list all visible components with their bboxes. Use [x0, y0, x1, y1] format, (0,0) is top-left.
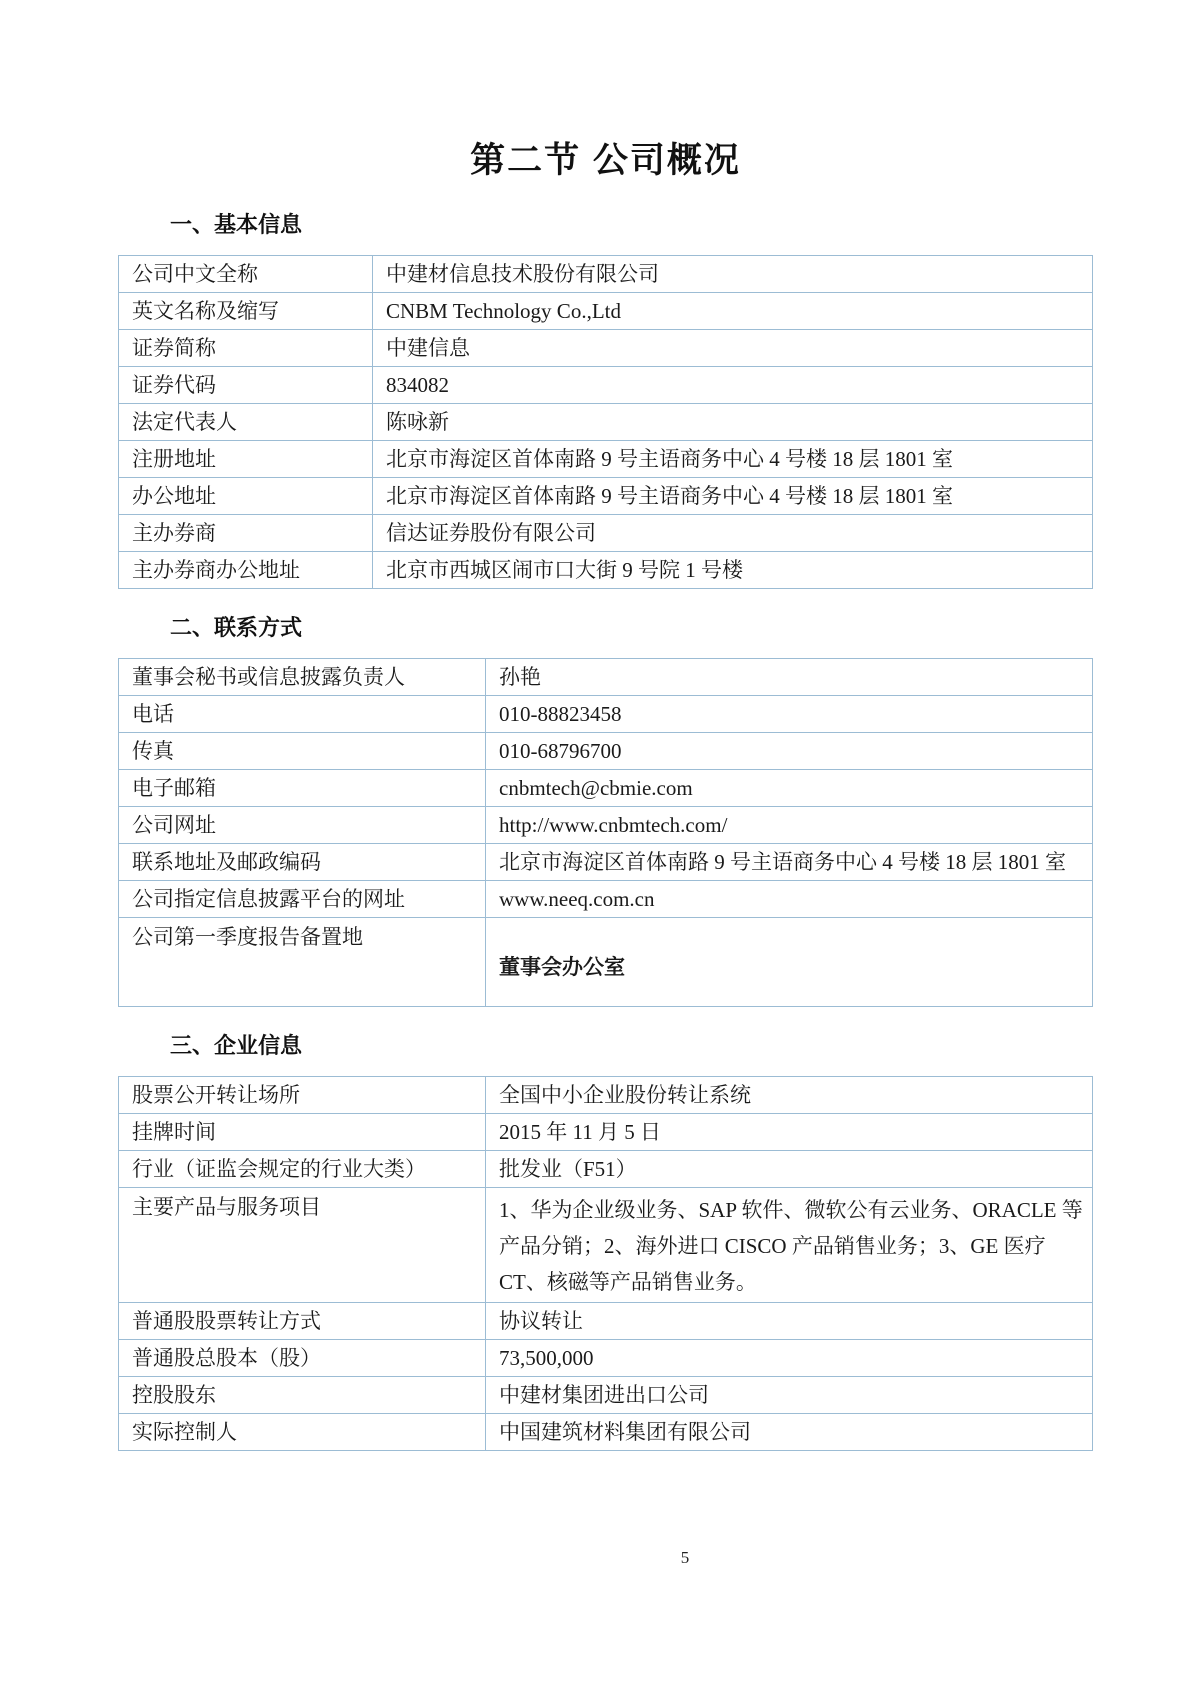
page-number: 5	[680, 1548, 690, 1567]
row-value: 010-88823458	[486, 696, 1093, 733]
row-label: 公司第一季度报告备置地	[119, 918, 486, 1007]
table-row	[119, 1151, 1093, 1188]
enterprise-info-table	[118, 1076, 1093, 1451]
row-label: 挂牌时间	[119, 1114, 486, 1151]
row-value: CNBM Technology Co.,Ltd	[373, 293, 1093, 330]
row-value: 834082	[373, 367, 1093, 404]
row-label: 办公地址	[119, 478, 373, 515]
row-value: 2015 年 11 月 5 日	[486, 1114, 1093, 1151]
table-row	[119, 770, 1093, 807]
row-value: 董事会办公室	[486, 918, 1093, 1007]
row-label: 英文名称及缩写	[119, 293, 373, 330]
row-value: 北京市海淀区首体南路 9 号主语商务中心 4 号楼 18 层 1801 室	[373, 441, 1093, 478]
row-value: 全国中小企业股份转让系统	[486, 1077, 1093, 1114]
page-title: 第二节 公司概况	[470, 141, 741, 180]
row-value: 协议转让	[486, 1303, 1093, 1340]
row-label: 注册地址	[119, 441, 373, 478]
row-value: 中建材信息技术股份有限公司	[373, 256, 1093, 293]
table-row	[119, 367, 1093, 404]
row-value: 北京市海淀区首体南路 9 号主语商务中心 4 号楼 18 层 1801 室	[486, 844, 1093, 881]
row-value: 北京市海淀区首体南路 9 号主语商务中心 4 号楼 18 层 1801 室	[373, 478, 1093, 515]
table-row	[119, 404, 1093, 441]
table-row	[119, 807, 1093, 844]
row-value: 中建信息	[373, 330, 1093, 367]
table-row	[119, 1340, 1093, 1377]
table-row	[119, 733, 1093, 770]
row-value: http://www.cnbmtech.com/	[486, 807, 1093, 844]
row-value: 北京市西城区闹市口大街 9 号院 1 号楼	[373, 552, 1093, 589]
row-label: 主要产品与服务项目	[119, 1188, 486, 1303]
row-value: 陈咏新	[373, 404, 1093, 441]
table-row	[119, 478, 1093, 515]
table-row	[119, 330, 1093, 367]
basic-info-table	[118, 255, 1093, 589]
table-row	[119, 1303, 1093, 1340]
row-label: 普通股股票转让方式	[119, 1303, 486, 1340]
row-label: 股票公开转让场所	[119, 1077, 486, 1114]
row-label: 传真	[119, 733, 486, 770]
row-value: 孙艳	[486, 659, 1093, 696]
row-label: 主办券商	[119, 515, 373, 552]
table-row	[119, 552, 1093, 589]
table-row	[119, 441, 1093, 478]
row-label: 电话	[119, 696, 486, 733]
row-label: 公司网址	[119, 807, 486, 844]
table-row	[119, 659, 1093, 696]
table-row	[119, 844, 1093, 881]
row-label: 联系地址及邮政编码	[119, 844, 486, 881]
page-content	[118, 0, 1093, 1451]
row-value: 信达证券股份有限公司	[373, 515, 1093, 552]
table-row	[119, 293, 1093, 330]
row-label: 主办券商办公地址	[119, 552, 373, 589]
section-heading-basic-info: 一、基本信息	[170, 212, 303, 237]
table-row	[119, 1377, 1093, 1414]
table-row	[119, 515, 1093, 552]
table-row	[119, 1188, 1093, 1303]
section-heading-enterprise-info: 三、企业信息	[170, 1033, 303, 1058]
row-label: 证券简称	[119, 330, 373, 367]
row-value: 中国建筑材料集团有限公司	[486, 1414, 1093, 1451]
row-value: cnbmtech@cbmie.com	[486, 770, 1093, 807]
row-label: 董事会秘书或信息披露负责人	[119, 659, 486, 696]
row-value: 中建材集团进出口公司	[486, 1377, 1093, 1414]
table-row	[119, 918, 1093, 1007]
row-label: 控股股东	[119, 1377, 486, 1414]
section-heading-contact-info: 二、联系方式	[170, 615, 303, 640]
row-value: 73,500,000	[486, 1340, 1093, 1377]
row-label: 法定代表人	[119, 404, 373, 441]
table-row	[119, 1114, 1093, 1151]
table-row	[119, 1414, 1093, 1451]
row-label: 行业（证监会规定的行业大类）	[119, 1151, 486, 1188]
table-row	[119, 881, 1093, 918]
row-label: 普通股总股本（股）	[119, 1340, 486, 1377]
table-row	[119, 696, 1093, 733]
row-value: 010-68796700	[486, 733, 1093, 770]
row-value: 批发业（F51）	[486, 1151, 1093, 1188]
contact-info-table	[118, 658, 1093, 1007]
table-row	[119, 1077, 1093, 1114]
row-label: 证券代码	[119, 367, 373, 404]
row-label: 电子邮箱	[119, 770, 486, 807]
row-value: 1、华为企业级业务、SAP 软件、微软公有云业务、ORACLE 等产品分销；2、海外进口 CISCO 产品销售业务；3、GE 医疗 CT、核磁等产品销售业务。	[486, 1188, 1093, 1303]
row-label: 公司指定信息披露平台的网址	[119, 881, 486, 918]
row-value: www.neeq.com.cn	[486, 881, 1093, 918]
row-label: 公司中文全称	[119, 256, 373, 293]
table-row	[119, 256, 1093, 293]
row-label: 实际控制人	[119, 1414, 486, 1451]
